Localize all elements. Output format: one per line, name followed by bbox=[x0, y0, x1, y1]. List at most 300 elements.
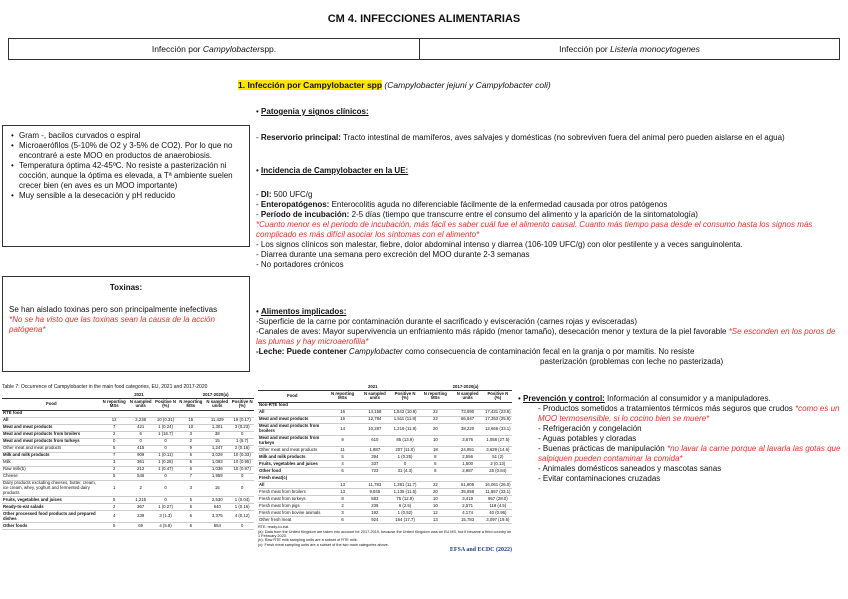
table-cell: 3,676 bbox=[452, 435, 484, 447]
table-cell: 2 bbox=[101, 466, 128, 473]
table-header-cell: Positive N (%) bbox=[155, 398, 176, 409]
table-cell: 13 bbox=[326, 482, 358, 489]
prevention-note: *como es un MOO termosensible, si lo cocino bien se muere* bbox=[538, 404, 840, 423]
table-cell: 17,431 (23.6) bbox=[485, 409, 511, 415]
table-cell bbox=[359, 402, 391, 409]
table-row bbox=[258, 510, 512, 517]
table-cell: 3,097 (19.6) bbox=[484, 517, 512, 524]
table-cell: 5 bbox=[101, 522, 128, 529]
foods-milk-d: pasterización (problemas con leche no pasterizada) bbox=[540, 357, 724, 366]
toxins-note: *No se ha visto que las toxinas sean la causa de la acción patógena* bbox=[9, 315, 215, 334]
table-cell: 10 (0.31) bbox=[154, 417, 178, 424]
table-row bbox=[258, 423, 512, 435]
table-cell: 15,783 bbox=[452, 517, 484, 524]
table-year-2017: 2017-2020(a) bbox=[419, 384, 512, 390]
table-cell: Meat and meat products bbox=[258, 416, 326, 423]
table-cell: 8 bbox=[326, 496, 358, 503]
table-cell: 75 (12.9) bbox=[391, 496, 419, 503]
foods-milk-b: Campylobacter bbox=[348, 347, 403, 356]
table-cell: Ready-to-eat salads bbox=[2, 504, 101, 511]
pathogenesis-heading: Patogenia y signos clínicos: bbox=[261, 107, 369, 116]
table-cell: 0 bbox=[230, 480, 254, 497]
characteristic-item: • Microaerófilos (5-10% de O2 y 3-5% de CO2). Por lo que no encontraré a este MOO en productos de anaerobiosis. bbox=[19, 141, 243, 161]
incidence-text: 2-5 días (tiempo que transcurre entre el consumo del alimento y la aparición de la sintomatología) bbox=[349, 210, 698, 219]
table-cell: Non-RTE food bbox=[258, 402, 326, 409]
table-cell: 22 bbox=[419, 482, 451, 489]
table-cell: 1,959 bbox=[204, 473, 230, 480]
section1-label: 1. Infección por Campylobacter spp bbox=[238, 80, 383, 90]
prevention-item: Evitar contaminaciones cruzadas bbox=[542, 474, 661, 483]
table-cell: Other meat and meat products bbox=[258, 447, 326, 454]
table-cell: 10,287 bbox=[359, 423, 391, 435]
table-row bbox=[258, 409, 512, 416]
table-cell: 654 bbox=[204, 522, 230, 529]
incidence-label: Período de incubación: bbox=[260, 210, 350, 219]
table-cell: 2 bbox=[326, 503, 358, 510]
table-cell: 7 bbox=[101, 452, 128, 459]
table-cell: 1 (6.7) bbox=[230, 438, 254, 445]
table-cell: 1,543 (10.9) bbox=[391, 409, 419, 416]
listeria-tab-name: Listeria monocytogenes bbox=[610, 44, 700, 54]
prevention-item: Refrigeración y congelación bbox=[542, 424, 642, 433]
table-cell: 239 bbox=[128, 511, 154, 523]
campylobacter-tab-name: Campylobacter bbox=[202, 44, 261, 54]
table-cell: 1,215 bbox=[128, 497, 154, 504]
table-cell bbox=[391, 475, 419, 482]
table-cell: Milk bbox=[2, 459, 101, 466]
table-cell: Other food bbox=[258, 468, 326, 475]
table-row bbox=[258, 447, 512, 454]
table-cell: 3,419 bbox=[452, 496, 484, 503]
table-cell: 18 bbox=[419, 447, 451, 454]
table-cell: 22 bbox=[419, 416, 451, 423]
table-cell: 394 bbox=[359, 454, 391, 461]
table-cell: 31 (4.3) bbox=[391, 468, 419, 475]
table-cell: 1,887 bbox=[359, 447, 391, 454]
table-cell: 1 (0.47) bbox=[154, 466, 178, 473]
table-cell: 3 (0.23) bbox=[230, 424, 254, 431]
table-header-cell: N sampled units bbox=[204, 398, 230, 410]
table-cell: 0 bbox=[154, 480, 178, 497]
table-cell: 118 (4.5) bbox=[484, 503, 512, 510]
campylobacter-tab[interactable] bbox=[8, 38, 420, 60]
table-cell: 0 bbox=[154, 473, 178, 480]
table-cell: 1 (0.52) bbox=[391, 510, 419, 517]
table-cell: 35,858 bbox=[452, 489, 484, 496]
table-cell: RTE food bbox=[2, 410, 101, 417]
table-header-cell: N sampled units bbox=[359, 390, 391, 402]
table-cell: 9 bbox=[177, 445, 204, 452]
table-cell: 4 (5.8) bbox=[154, 522, 178, 529]
table-cell: 5 bbox=[326, 454, 358, 461]
table-cell: 0 bbox=[230, 473, 254, 480]
table-row bbox=[2, 452, 254, 459]
table-header-cell: Positive N (%) bbox=[391, 390, 419, 402]
table-cell: 2 bbox=[128, 480, 154, 497]
table-cell: 2 (0.13) bbox=[484, 461, 512, 468]
table-cell: 3,375 bbox=[204, 511, 230, 523]
table-row bbox=[2, 438, 254, 445]
table-cell: 1,219 (11.8) bbox=[391, 423, 419, 435]
campylobacter-tab-suffix: spp. bbox=[260, 44, 277, 54]
table-cell: 14,158 bbox=[359, 409, 391, 416]
foods-milk-c: como consecuencia de contaminación fecal en la granja o por mamitis. No resiste bbox=[402, 347, 695, 356]
table-cell: Meat and meat products from turkeys bbox=[258, 435, 326, 447]
table-cell: 3 bbox=[177, 431, 204, 438]
table-cell: 10 bbox=[419, 503, 451, 510]
table-cell: 20 bbox=[419, 423, 451, 435]
table-cell: 19 (0.17) bbox=[230, 417, 254, 424]
foods-heading: Alimentos implicados: bbox=[261, 307, 347, 316]
incidence-label: Enteropatógenos: bbox=[260, 200, 330, 209]
table-cell: 164 (17.7) bbox=[391, 517, 419, 524]
table-cell: 38,220 bbox=[452, 423, 484, 435]
incidence-heading: Incidencia de Campylobacter en la UE: bbox=[261, 166, 409, 175]
table-cell: Fresh meat from turkeys bbox=[258, 496, 326, 503]
prevention-item: Buenas prácticas de manipulación bbox=[542, 444, 667, 453]
table-cell: 38 bbox=[204, 431, 230, 438]
table-header-cell: Positive N (%) bbox=[484, 390, 512, 402]
table-cell: 207 (11.0) bbox=[391, 447, 419, 454]
table-cell: 361 bbox=[128, 459, 154, 466]
table-cell bbox=[101, 410, 128, 417]
table-row bbox=[258, 475, 512, 482]
table-header-cell: N reporting MSs bbox=[102, 398, 126, 409]
table-row bbox=[258, 482, 512, 489]
table-row bbox=[258, 402, 512, 409]
table-cell: 4 (0.12) bbox=[230, 511, 254, 523]
table-cell: 2 bbox=[101, 431, 128, 438]
incidence-extra: Diarrea durante una semana pero excreción del MOO durante 2-3 semanas bbox=[260, 250, 530, 259]
table-cell: 10 bbox=[419, 435, 451, 447]
table-row bbox=[2, 431, 254, 438]
table-cell: 1 (0.25) bbox=[391, 454, 419, 461]
table-cell: Fresh meat from bovine animals bbox=[258, 510, 326, 517]
foods-milk-a: -Leche: Puede contener bbox=[256, 347, 349, 356]
table-cell: 73,990 bbox=[452, 409, 484, 416]
table-cell: 0 bbox=[230, 431, 254, 438]
incubation-note: *Cuanto menor es el periodo de incubación, más fácil es saber cuál fue el alimento causal. Cuanto más tiempo pasa desde el consumo hasta los signos más complicado es más difícil asociar los síntomas con el alimento* bbox=[256, 220, 813, 239]
listeria-tab-prefix: Infección por bbox=[559, 44, 608, 54]
pathogenesis-section: • Patogenia y signos clínicos: - Reservorio principal: Tracto intestinal de mamíferos, aves salvajes y domésticas (no sobreviven fuera del animal pero pueden aislarse en el agua) bbox=[256, 107, 785, 142]
table-footnote: (b): Raw RTE milk sampling units are a subset of RTE milk. bbox=[258, 538, 358, 543]
table-cell: 6 bbox=[326, 468, 358, 475]
table-cell: 6 bbox=[326, 517, 358, 524]
characteristic-item: • Temperatura óptima 42-45ºC. No resiste a pasterización ni cocción, aunque la óptima es elevada, a Tª ambiente suelen crecer bien (en aves es un MOO importante) bbox=[19, 161, 243, 191]
table-cell: 13 bbox=[419, 517, 451, 524]
table-cell: 1,511 (11.8) bbox=[391, 416, 419, 423]
table-cell: 22 bbox=[419, 409, 451, 416]
table-cell bbox=[359, 475, 391, 482]
listeria-tab[interactable] bbox=[419, 38, 840, 60]
table-cell: All bbox=[258, 409, 326, 416]
table-cell: 337 bbox=[359, 461, 391, 468]
table-row bbox=[258, 517, 512, 524]
table-cell: 1,381 (11.7) bbox=[391, 482, 419, 489]
table-cell: 212 bbox=[128, 466, 154, 473]
table-year-2017: 2017-2020(a) bbox=[177, 392, 254, 398]
table-cell: 15 bbox=[177, 417, 204, 424]
table-cell: 909 bbox=[128, 452, 154, 459]
table-row bbox=[258, 416, 512, 423]
table-cell: Milk and milk products bbox=[2, 452, 101, 459]
table-cell: 85 (13.9) bbox=[391, 435, 419, 447]
table-cell: Fresh meat(c) bbox=[258, 475, 326, 482]
characteristics-box bbox=[2, 125, 250, 247]
table-row bbox=[258, 496, 512, 503]
rte-table bbox=[2, 392, 254, 530]
table-cell: 15 bbox=[204, 480, 230, 497]
table-row bbox=[2, 511, 254, 523]
table-cell: 583 bbox=[359, 496, 391, 503]
table-cell: 4 bbox=[326, 461, 358, 468]
table-cell: 0 bbox=[154, 497, 178, 504]
table-cell: 1,093 bbox=[204, 459, 230, 466]
table-cell: 6 bbox=[419, 461, 451, 468]
table-cell: 6 bbox=[177, 522, 204, 529]
table-cell: 6 bbox=[177, 459, 204, 466]
table-row bbox=[258, 454, 512, 461]
table-row bbox=[258, 503, 512, 510]
table-row bbox=[2, 504, 254, 511]
table-cell: 1 (16.7) bbox=[154, 431, 178, 438]
table-cell: 9,845 bbox=[359, 489, 391, 496]
table-year-2021: 2021 bbox=[326, 384, 419, 390]
table-cell: 14 bbox=[326, 423, 358, 435]
table-cell: 2,238 bbox=[128, 417, 154, 424]
table-cell: 20 bbox=[419, 489, 451, 496]
non-rte-table bbox=[258, 384, 512, 524]
table-cell: 13 bbox=[326, 489, 358, 496]
table-header-cell: N reporting MSs bbox=[419, 390, 451, 402]
table-cell: 1,247 bbox=[204, 445, 230, 452]
table-cell: 1 (0.24) bbox=[154, 424, 178, 431]
table-cell: 1,135 (11.5) bbox=[391, 489, 419, 496]
table-cell: Fruits, vegetables and juices bbox=[258, 461, 326, 468]
prevention-note: *no lavar la carne porque al lavarla las gotas que salpiquen pueden contaminar la comida* bbox=[538, 444, 841, 463]
table-cell bbox=[484, 402, 512, 409]
table-cell: 6 bbox=[177, 452, 204, 459]
table-cell: 3,029 bbox=[204, 452, 230, 459]
table-row bbox=[2, 466, 254, 473]
table-row bbox=[2, 480, 254, 497]
characteristics-list bbox=[9, 131, 243, 201]
table-cell: 1 (0.16) bbox=[230, 504, 254, 511]
table-row bbox=[2, 410, 254, 417]
table-cell: 610 bbox=[359, 435, 391, 447]
table-cell: Fresh meat from pigs bbox=[258, 503, 326, 510]
table-cell: 239 bbox=[359, 503, 391, 510]
table-cell: 0 bbox=[101, 438, 128, 445]
table-cell bbox=[484, 475, 512, 482]
table-cell: Raw milk(b) bbox=[2, 466, 101, 473]
table-source: EFSA and ECDC (2022) bbox=[449, 547, 512, 554]
table-row bbox=[2, 459, 254, 466]
incidence-text: Enterocolitis aguda no diferenciable fácilmente de la enfermedad causada por otros patógenos bbox=[329, 200, 668, 209]
table-cell: 12 bbox=[419, 510, 451, 517]
table-cell: All bbox=[2, 417, 101, 424]
table-cell: 25 (0.84) bbox=[484, 468, 512, 475]
table-cell: 421 bbox=[128, 424, 154, 431]
table-cell: 4 bbox=[101, 511, 128, 523]
table-cell bbox=[419, 475, 451, 482]
foods-birds-note: *Se esconden en los poros de las plumas y hay microaerofilia* bbox=[256, 327, 836, 346]
table-cell: 6 bbox=[177, 466, 204, 473]
table-cell: Other foods bbox=[2, 522, 101, 529]
section1-heading bbox=[238, 80, 551, 90]
section1-subtitle: (Campylobacter jejuni y Campylobacter coli) bbox=[382, 80, 551, 90]
table-cell: Other meat and meat products bbox=[2, 445, 101, 452]
table-cell: 546 bbox=[128, 473, 154, 480]
table-cell bbox=[128, 410, 154, 417]
table-cell: 5 bbox=[101, 473, 128, 480]
reservoir-label: Reservorio principal: bbox=[260, 133, 341, 142]
table-cell: 1 (0.27) bbox=[154, 504, 178, 511]
table-cell: 10 (0.97) bbox=[230, 466, 254, 473]
campylobacter-tab-prefix: Infección por bbox=[151, 44, 201, 54]
table-cell bbox=[177, 410, 204, 417]
table-cell: 1 (0.11) bbox=[154, 452, 178, 459]
table-cell: 2 bbox=[101, 504, 128, 511]
table-cell: 2,556 bbox=[452, 454, 484, 461]
table-cell: 723 bbox=[359, 468, 391, 475]
table-cell: 0 bbox=[230, 522, 254, 529]
table-cell: 11 bbox=[326, 447, 358, 454]
table-cell: 1 (0.28) bbox=[154, 459, 178, 466]
table-row bbox=[2, 522, 254, 529]
table-cell: Meat and meat products bbox=[2, 424, 101, 431]
table-cell: 2,530 bbox=[204, 497, 230, 504]
table-cell: 17,353 (25.9) bbox=[485, 416, 511, 422]
table-cell: 10 bbox=[419, 496, 451, 503]
table-cell: 1,058 (27.5) bbox=[484, 435, 512, 447]
table-cell: 1,500 bbox=[452, 461, 484, 468]
table-row bbox=[258, 489, 512, 496]
table-cell: 7 bbox=[177, 473, 204, 480]
table-cell: 61,805 bbox=[452, 482, 484, 489]
incidence-extra: No portadores crónicos bbox=[260, 260, 344, 269]
page-title: CM 4. INFECCIONES ALIMENTARIAS bbox=[327, 13, 521, 25]
table-cell: 51 (2) bbox=[484, 454, 512, 461]
table-cell: 2 (0.16) bbox=[230, 445, 254, 452]
table-cell: Fruits, vegetables and juices bbox=[2, 497, 101, 504]
table-cell: 6 bbox=[177, 511, 204, 523]
prevention-item: Animales domésticos saneados y mascotas sanas bbox=[542, 464, 722, 473]
table-cell: 3 bbox=[326, 510, 358, 517]
reservoir-text: Tracto intestinal de mamíferos, aves salvajes y domésticas (no sobreviven fuera del animal pero pueden aislarse en el agua) bbox=[340, 133, 785, 142]
foods-section: • Alimentos implicados: -Superficie de la carne por contaminación durante el sacrificado y evisceración (carnes rojas y evisceradas) -Canales de aves: Mayor supervivencia un enfriamiento más rápido (menor tamaño), desecación menor y textura de la piel favorable *Se esconden en los poros de las plumas y hay microaerofilia* -Leche: Puede contener Campylobacter como consecuencia de contaminación fecal en la granja o por mamitis. No resiste pasterización (problemas con leche no pasterizada) bbox=[256, 307, 844, 367]
table-cell bbox=[326, 402, 358, 409]
table-row bbox=[2, 473, 254, 480]
table-cell: 957 (28.0) bbox=[484, 496, 512, 503]
foods-birds: -Canales de aves: Mayor supervivencia un enfriamiento más rápido (menor tamaño), desecación menor y textura de la piel favorable bbox=[256, 327, 729, 336]
table-cell: All bbox=[258, 482, 326, 489]
table-cell: 2,571 bbox=[452, 503, 484, 510]
table-cell: 5 bbox=[101, 445, 128, 452]
incidence-extra: Los signos clínicos son malestar, fiebre, dolor abdominal intenso y diarrea (106-109 UFC/g) con olor pestilente y a veces sanguinolenta. bbox=[260, 240, 743, 249]
table-left bbox=[2, 392, 254, 530]
table-cell: 192 bbox=[359, 510, 391, 517]
table-cell: 11,857 (33.1) bbox=[485, 488, 511, 494]
prevention-section: • Prevención y control: Información al consumidor y a manipuladores. - Productos sometidos a tratamientos térmicos más seguros que crudos *como es un MOO termosensible, si lo cocino bien se muere* - Refrigeración y congelación - Aguas potables y cloradas - Buenas prácticas de manipulación *no lavar la carne porque al lavarla las gotas que salpiquen pueden contaminar la comida* - Animales domésticos saneados y mascotas sanas - Evitar contaminaciones cruzadas bbox=[518, 394, 841, 483]
table-cell: 0 bbox=[154, 438, 178, 445]
table-cell: 1,301 bbox=[204, 424, 230, 431]
table-cell: 1,036 bbox=[204, 466, 230, 473]
table-header-cell: N sampled units bbox=[452, 390, 484, 402]
table-header-cell: N reporting MSs bbox=[326, 390, 358, 402]
table-cell bbox=[391, 402, 419, 409]
table-cell: Milk and milk products bbox=[258, 454, 326, 461]
table-cell bbox=[452, 475, 484, 482]
table-cell bbox=[452, 402, 484, 409]
table-footnote: (a): Data from the United Kingdom are taken into account for 2017-2019, because the United Kingdom was an EU MS, but it became a third country on 1 February 2020. bbox=[258, 529, 512, 538]
table-cell: 6 bbox=[128, 431, 154, 438]
table-cell: Dairy products excluding cheeses, butter, cream, ice cream, whey, yoghurt and fermented dairy products bbox=[2, 480, 101, 497]
table-cell: 11,783 bbox=[359, 482, 391, 489]
table-header-cell: N sampled units bbox=[128, 398, 154, 410]
characteristic-item: • Muy sensible a la desecación y pH reducido bbox=[19, 191, 243, 201]
table-cell: 40 (0.96) bbox=[484, 510, 512, 517]
table-cell: 16 bbox=[326, 416, 358, 423]
table-cell: 5 bbox=[177, 504, 204, 511]
table-cell: Meat and meat products from turkeys bbox=[2, 438, 101, 445]
table-header-cell: Food bbox=[258, 390, 326, 402]
table-caption: Table 7: Occurrence of Campylobacter in the main food categories, EU, 2021 and 2017-2020 bbox=[2, 384, 208, 390]
table-year-2021: 2021 bbox=[101, 392, 178, 398]
table-cell: 6 (2.5) bbox=[391, 503, 419, 510]
table-cell: Other processed food products and prepared dishes bbox=[2, 511, 101, 523]
table-cell: 11,429 bbox=[204, 417, 230, 424]
table-cell bbox=[326, 475, 358, 482]
table-cell: 2 bbox=[177, 438, 204, 445]
table-header-cell: N reporting MSs bbox=[179, 398, 203, 409]
table-cell: Cheese bbox=[2, 473, 101, 480]
incidence-section: • Incidencia de Campylobacter en la UE: - DI: 500 UFC/g - Enteropatógenos: Enterocolitis aguda no diferenciable fácilmente de la enfermedad causada por otros patógenos - Período de incubación: 2-5 días (tiempo que transcurre entre el consumo del alimento y la aparición de la sintomatología) *Cuanto menor es el periodo de incubación, más fácil es saber cuál fue el alimento causal. Cuanto más tiempo pasa desde el consumo hasta los signos más complicado es más difícil asociar los síntomas con el alimento* - Los signos clínicos son malestar, fiebre, dolor abdominal intenso y diarrea (106-109 UFC/g) con olor pestilente y a veces sanguinolenta. - Diarrea durante una semana pero excreción del MOO durante 2-3 semanas - No portadores crónicos bbox=[256, 166, 844, 270]
prevention-item: Productos sometidos a tratamientos térmicos más seguros que crudos bbox=[542, 404, 796, 413]
toxins-text: Se han aislado toxinas pero son principalmente inefectivas bbox=[9, 305, 218, 314]
incidence-text: 500 UFC/g bbox=[271, 190, 313, 199]
table-row bbox=[2, 417, 254, 424]
toxins-box bbox=[2, 276, 250, 372]
table-footnotes bbox=[258, 525, 512, 547]
table-cell: 5 bbox=[177, 497, 204, 504]
table-cell: 10 (0.95) bbox=[230, 459, 254, 466]
table-cell: 1 bbox=[101, 480, 128, 497]
table-cell: 0 bbox=[128, 438, 154, 445]
prevention-item: Aguas potables y cloradas bbox=[542, 434, 637, 443]
table-footnote: (c): Fresh meat sampling units are a subset of the two main categories above. bbox=[258, 542, 389, 547]
table-row bbox=[2, 445, 254, 452]
table-row bbox=[258, 468, 512, 475]
table-cell: 69 bbox=[128, 522, 154, 529]
table-cell bbox=[204, 410, 230, 417]
prevention-text: Información al consumidor y a manipuladores. bbox=[604, 394, 771, 403]
table-cell: 4,174 bbox=[452, 510, 484, 517]
table-cell: 0 bbox=[154, 445, 178, 452]
table-row bbox=[2, 424, 254, 431]
table-cell: 415 bbox=[128, 445, 154, 452]
prevention-label: Prevención y control: bbox=[523, 394, 605, 403]
table-cell: 3 bbox=[101, 459, 128, 466]
table-header-cell: Food bbox=[2, 398, 101, 410]
table-cell: 12,784 bbox=[359, 416, 391, 423]
table-footnote: RTE: ready-to-eat. bbox=[258, 525, 290, 530]
table-cell: 367 bbox=[128, 504, 154, 511]
table-right bbox=[258, 384, 512, 553]
table-cell: 924 bbox=[359, 517, 391, 524]
table-cell: 66,947 bbox=[452, 416, 484, 423]
incidence-label: DI: bbox=[260, 190, 272, 199]
